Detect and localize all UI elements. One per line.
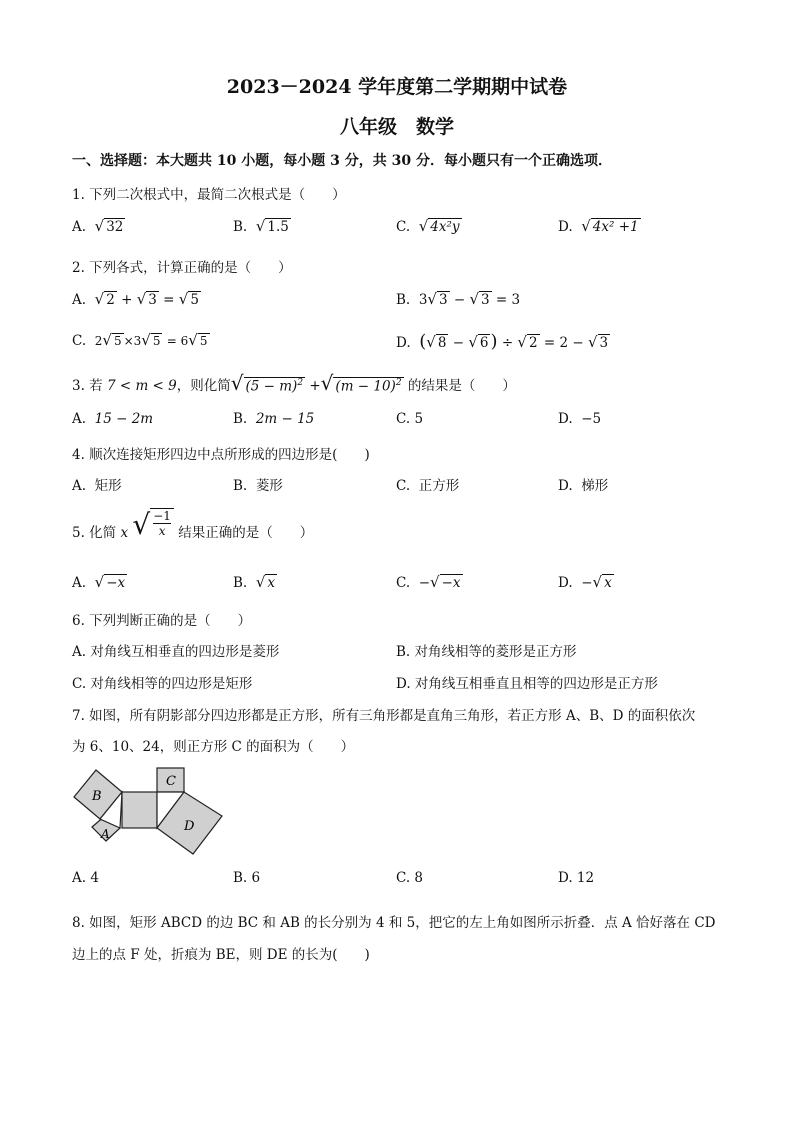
question-8-stem-line2: 边上的点 F 处，折痕为 BE，则 DE 的长为( ): [72, 947, 370, 963]
q1-option-c[interactable]: [396, 217, 462, 235]
operator: −: [452, 335, 465, 351]
central-square: [122, 792, 157, 828]
option-value: −5: [581, 411, 602, 427]
q4-option-d[interactable]: [558, 474, 608, 494]
question-4-stem: 4. 顺次连接矩形四边中点所形成的四边形是( ): [72, 447, 370, 463]
paren-close-icon: ): [490, 331, 498, 352]
label-b: B: [92, 789, 102, 804]
q6-option-a[interactable]: A. 对角线互相垂直的四边形是菱形: [72, 644, 280, 660]
operator: +: [121, 292, 133, 308]
sqrt-icon: √: [178, 290, 189, 308]
radicand: 5: [152, 334, 161, 348]
exponent: 2: [297, 377, 304, 388]
question-5-stem: [72, 508, 313, 548]
radicand: −x: [106, 575, 126, 591]
option-label: B.: [233, 411, 248, 427]
option-label: C.: [396, 478, 411, 494]
operator: +: [309, 378, 321, 394]
sqrt-icon: √: [255, 573, 266, 591]
sqrt-icon: √: [427, 290, 437, 308]
option-label: A.: [72, 411, 87, 427]
sqrt-icon: √: [136, 290, 147, 308]
result: = 3: [495, 292, 521, 308]
radicand: 2: [528, 335, 538, 351]
stem-part: 结果正确的是（ ）: [178, 525, 314, 541]
q3-option-d[interactable]: [558, 411, 601, 427]
operator: =: [163, 292, 175, 308]
radicand: 8: [437, 335, 447, 351]
label-a: A: [101, 827, 110, 841]
question-7-stem-line2: 为 6、10、24，则正方形 C 的面积为（ ）: [72, 739, 355, 755]
option-label: C.: [72, 333, 87, 349]
sqrt-icon: √: [94, 217, 105, 235]
sqrt-icon: √: [587, 333, 598, 351]
sqrt-icon: √: [255, 217, 266, 235]
option-label: D.: [558, 219, 573, 235]
option-value: 梯形: [581, 478, 609, 494]
q2-option-a[interactable]: [72, 290, 201, 308]
condition: 7 < m < 9: [106, 378, 177, 394]
sqrt-icon: √: [430, 573, 440, 591]
option-value: 15 − 2m: [94, 411, 154, 427]
paren-open-icon: (: [419, 331, 427, 352]
q5-option-d[interactable]: [558, 573, 614, 591]
stem-part: 的结果是（ ）: [407, 378, 516, 394]
q7-option-d[interactable]: D. 12: [558, 870, 595, 886]
numerator: −1: [153, 509, 171, 523]
sign: −: [581, 575, 593, 591]
q5-option-a[interactable]: [72, 573, 127, 591]
q6-option-c[interactable]: C. 对角线相等的四边形是矩形: [72, 676, 253, 692]
radicand: [244, 377, 306, 395]
radicand: 3: [438, 292, 448, 308]
sqrt-fraction: [132, 508, 174, 541]
coefficient: 3: [418, 292, 428, 308]
label-d: D: [184, 819, 195, 834]
q3-option-c[interactable]: [396, 411, 423, 427]
sqrt-icon: √: [230, 371, 244, 395]
q4-option-c[interactable]: [396, 474, 459, 494]
sqrt-icon: √: [468, 333, 478, 351]
sqrt-icon: √: [469, 290, 480, 308]
option-label: A.: [72, 219, 87, 235]
sqrt-icon: √: [132, 508, 151, 541]
question-7-stem-line1: 7. 如图，所有阴影部分四边形都是正方形，所有三角形都是直角三角形，若正方形 A、B、D 的面积依次: [72, 708, 696, 724]
radicand: 4x² +1: [592, 219, 639, 235]
radicand: 3: [148, 292, 157, 308]
question-6-stem: 6. 下列判断正确的是（ ）: [72, 613, 252, 629]
sqrt-icon: √: [102, 331, 112, 349]
option-label: B.: [396, 292, 411, 308]
exam-subtitle: 八年级 数学: [339, 116, 454, 138]
radicand: 5: [113, 334, 122, 348]
radicand: 4x²y: [430, 219, 460, 235]
operator: ÷: [501, 335, 514, 351]
squares-figure: [68, 758, 230, 858]
section-heading: 一、选择题：本大题共 10 小题，每小题 3 分，共 30 分．每小题只有一个正确选项．: [72, 153, 612, 169]
radicand: [333, 377, 403, 395]
q2-option-d[interactable]: [396, 331, 610, 352]
option-label: B.: [233, 219, 248, 235]
sqrt-icon: √: [141, 331, 151, 349]
option-label: D.: [558, 411, 573, 427]
radicand-text: (m − 10): [335, 378, 396, 394]
q5-option-b[interactable]: [233, 573, 277, 591]
question-3-stem: [72, 371, 516, 395]
option-label: C.: [396, 575, 411, 591]
option-label: A.: [72, 478, 87, 494]
radicand: 5: [190, 292, 199, 308]
question-2-stem: 2. 下列各式，计算正确的是（ ）: [72, 260, 292, 276]
q4-option-a[interactable]: [72, 474, 122, 494]
radicand: 6: [479, 335, 489, 351]
question-1-stem: 1. 下列二次根式中，最简二次根式是（ ）: [72, 187, 346, 203]
label-c: C: [166, 774, 176, 789]
option-label: C.: [396, 219, 411, 235]
result: = 2 −: [543, 335, 584, 351]
coefficient: 2: [94, 334, 103, 348]
stem-part: 3. 若: [72, 378, 103, 394]
q3-option-b[interactable]: [233, 411, 314, 427]
option-label: B.: [233, 478, 248, 494]
option-label: C.: [396, 411, 411, 427]
sqrt-icon: √: [517, 333, 527, 351]
question-8-stem-line1: 8. 如图，矩形 ABCD 的边 BC 和 AB 的长分别为 4 和 5，把它的左上角如图所示折叠．点 A 恰好落在 CD: [72, 915, 716, 931]
sqrt-icon: √: [418, 217, 429, 235]
q6-option-d[interactable]: D. 对角线互相垂直且相等的四边形是正方形: [396, 676, 658, 692]
q1-option-d[interactable]: [558, 217, 641, 235]
option-label: B.: [233, 575, 248, 591]
option-value: 5: [414, 411, 424, 427]
sqrt-icon: √: [94, 290, 105, 308]
q2-option-b[interactable]: [396, 290, 520, 308]
q6-option-b[interactable]: B. 对角线相等的菱形是正方形: [396, 644, 577, 660]
q2-option-c[interactable]: [72, 331, 210, 349]
q7-option-a[interactable]: A. 4: [72, 870, 99, 886]
operator: ×3: [123, 334, 142, 348]
option-label: D.: [396, 335, 411, 351]
sqrt-icon: √: [592, 573, 603, 591]
option-label: D.: [558, 478, 573, 494]
exponent: 2: [395, 377, 402, 388]
radicand-text: (5 − m): [245, 378, 298, 394]
option-value: 2m − 15: [255, 411, 315, 427]
sqrt-icon: √: [320, 371, 334, 395]
radicand: 1.5: [267, 219, 289, 235]
q4-option-b[interactable]: [233, 474, 283, 494]
variable: x: [120, 525, 129, 541]
radicand: 3: [481, 292, 490, 308]
operator: −: [453, 292, 466, 308]
q1-option-a[interactable]: [72, 217, 125, 235]
stem-part: 5. 化简: [72, 525, 117, 541]
q7-option-c[interactable]: C. 8: [396, 870, 424, 886]
sqrt-icon: √: [94, 573, 105, 591]
option-value: 矩形: [94, 478, 122, 494]
radicand: x: [267, 575, 275, 591]
sqrt-icon: √: [188, 331, 198, 349]
stem-part: ，则化简: [176, 378, 231, 394]
result: = 6: [166, 334, 189, 348]
exam-title: 2023－2024 学年度第二学期期中试卷: [226, 76, 568, 98]
option-label: A.: [72, 575, 87, 591]
option-value: 菱形: [255, 478, 283, 494]
option-value: 正方形: [418, 478, 460, 494]
radicand: 3: [599, 335, 609, 351]
option-label: D.: [558, 575, 573, 591]
sqrt-icon: √: [581, 217, 591, 235]
q7-option-b[interactable]: B. 6: [233, 870, 261, 886]
sign: −: [418, 575, 431, 591]
denominator: x: [158, 524, 166, 539]
radicand: x: [604, 575, 612, 591]
radicand: 5: [199, 334, 208, 348]
radicand: −x: [441, 575, 461, 591]
sqrt-icon: √: [426, 333, 436, 351]
option-label: A.: [72, 292, 87, 308]
q1-option-b[interactable]: [233, 217, 291, 235]
radicand-fraction: [150, 508, 174, 539]
radicand: 2: [106, 292, 115, 308]
q3-option-a[interactable]: [72, 411, 153, 427]
radicand: 32: [106, 219, 124, 235]
q5-option-c[interactable]: [396, 573, 463, 591]
